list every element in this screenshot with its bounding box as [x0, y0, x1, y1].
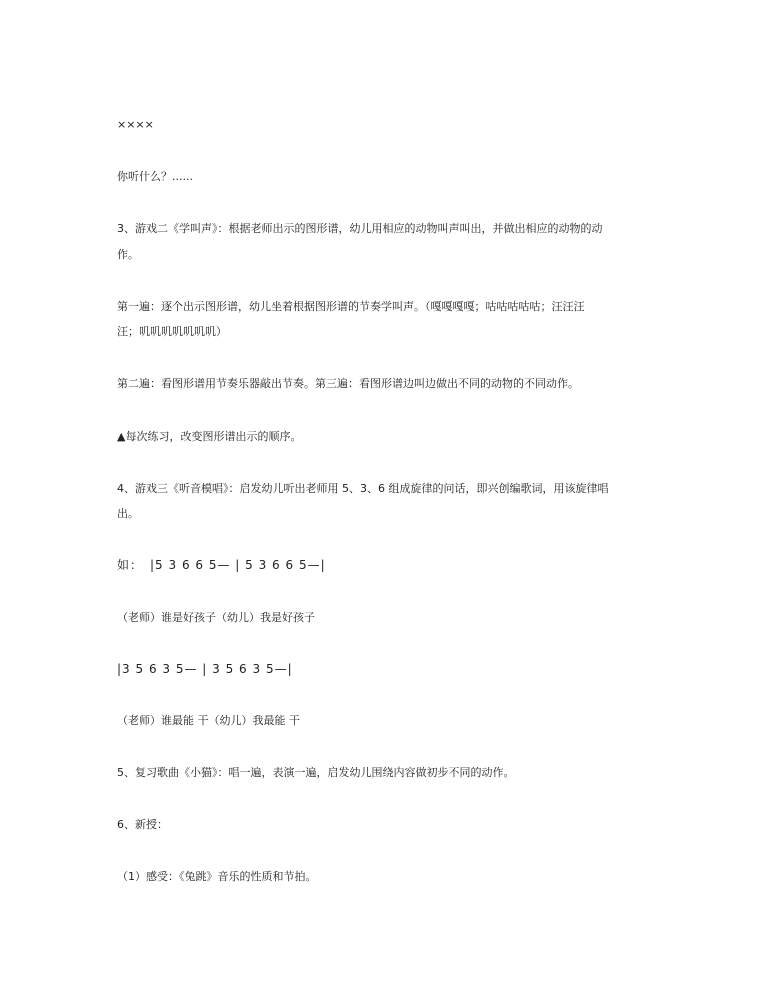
rhythm-symbols: ×××× — [117, 118, 154, 131]
review-song-text: 5、复习歌曲《小猫》：唱一遍，表演一遍，启发幼儿围绕内容做初步不同的动作。 — [117, 766, 515, 779]
second-round-text: 第二遍：看图形谱用节奏乐器敲出节奏。第三遍：看图形谱边叫边做出不同的动物的不同动作。 — [117, 377, 579, 390]
first-round-text-cont: 汪；叽叽叽叽叽叽叽） — [117, 325, 227, 338]
game-three-heading: 4、游戏三《听音模唱》：启发幼儿听出老师用 5、3、6 组成旋律的问话，即兴创编歌词，用该旋律唱 — [117, 482, 609, 495]
game-three-heading-cont: 出。 — [117, 507, 139, 520]
game-two-heading-cont: 作。 — [117, 248, 139, 261]
first-round-text: 第一遍：逐个出示图形谱，幼儿坐着根据图形谱的节奏学叫声。（嘎嘎嘎嘎；咕咕咕咕咕；汪汪汪 — [117, 300, 585, 313]
practice-note: ▲每次练习，改变图形谱出示的顺序。 — [117, 430, 302, 443]
lyrics-line-1: （老师）谁是好孩子（幼儿）我是好孩子 — [117, 611, 315, 624]
melody-notation-2: |3 5 6 3 5— | 3 5 6 3 5—| — [117, 662, 293, 676]
new-lesson-heading: 6、新授： — [117, 818, 168, 831]
melody-notation-1: 如： |5 3 6 6 5— | 5 3 6 6 5—| — [117, 558, 326, 572]
game-two-heading: 3、游戏二《学叫声》：根据老师出示的图形谱，幼儿用相应的动物叫声叫出，并做出相应的动物的动 — [117, 222, 603, 235]
question-line: 你听什么？...... — [117, 170, 193, 183]
lyrics-line-2: （老师）谁最能 干（幼儿）我最能 干 — [117, 714, 300, 727]
listening-step: （1）感受：《兔跳》音乐的性质和节拍。 — [117, 870, 317, 883]
